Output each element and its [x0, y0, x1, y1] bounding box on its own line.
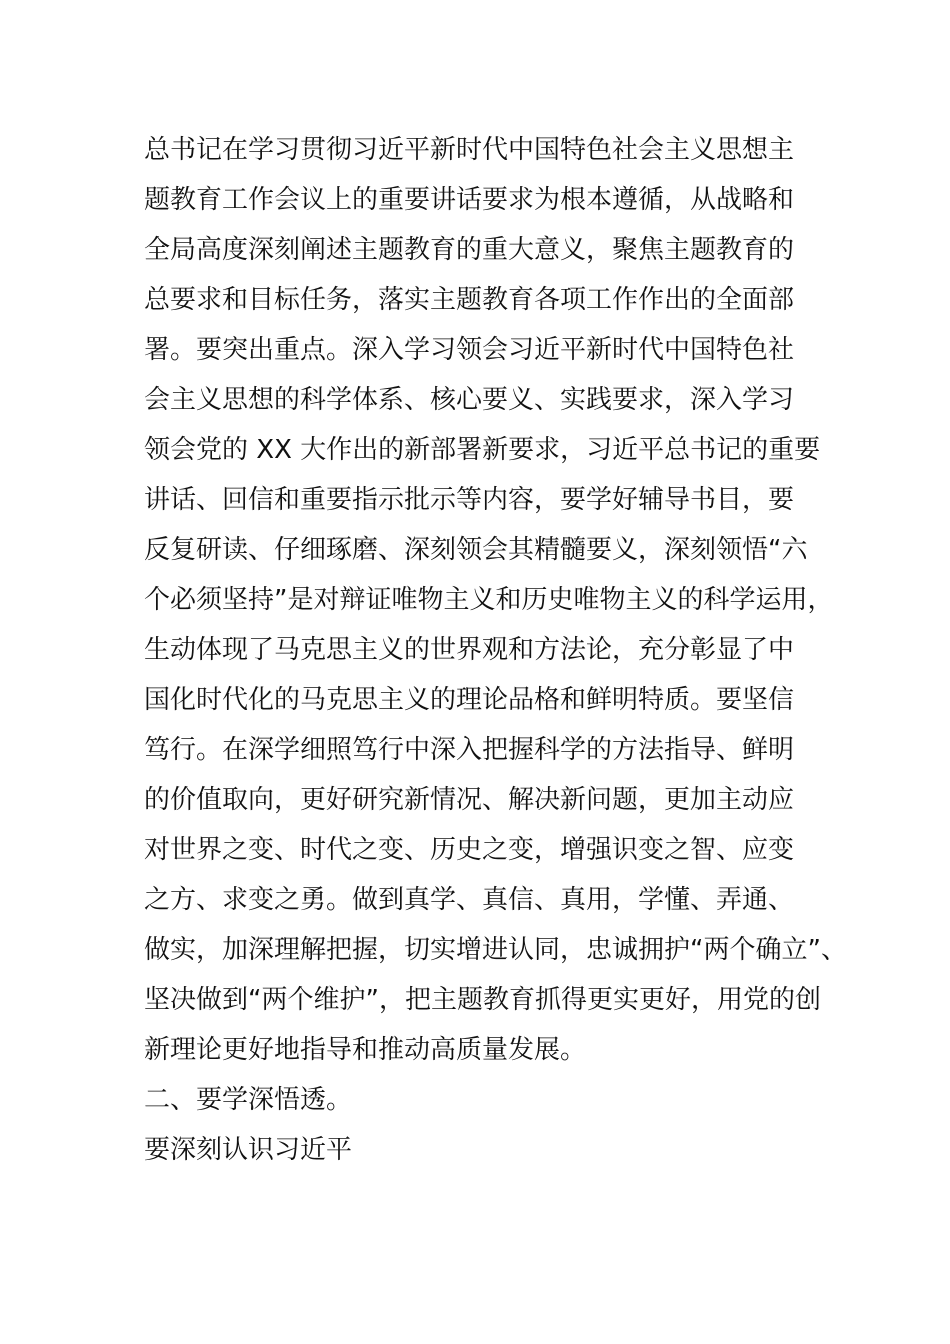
text-line: 国化时代化的马克思主义的理论品格和鲜明特质。要坚信 [144, 685, 795, 715]
text-line: 总书记在学习贯彻习近平新时代中国特色社会主义思想主 [144, 135, 795, 165]
text-line: 笃行。在深学细照笃行中深入把握科学的方法指导、鲜明 [144, 735, 795, 765]
text-line: 生动体现了马克思主义的世界观和方法论，充分彰显了中 [144, 635, 795, 665]
document-body [144, 125, 847, 1175]
text-line: 新理论更好地指导和推动高质量发展。 [144, 1035, 587, 1065]
text-line: 反复研读、仔细琢磨、深刻领会其精髓要义，深刻领悟“六 [144, 535, 808, 565]
section-heading: 二、要学深悟透。 [144, 1085, 353, 1115]
text-line: 坚决做到“两个维护”，把主题教育抓得更实更好，用党的创 [144, 985, 821, 1015]
text-line: 全局高度深刻阐述主题教育的重大意义，聚焦主题教育的 [144, 235, 795, 265]
text-line: 对世界之变、时代之变、历史之变，增强识变之智、应变 [144, 835, 795, 865]
text-line: 题教育工作会议上的重要讲话要求为根本遵循，从战略和 [144, 185, 795, 215]
text-line: 之方、求变之勇。做到真学、真信、真用，学懂、弄通、 [144, 885, 795, 915]
text-line: 做实，加深理解把握，切实增进认同，忠诚拥护“两个确立”、 [144, 935, 847, 965]
text-line: 要深刻认识习近平 [144, 1135, 353, 1165]
text-line: 会主义思想的科学体系、核心要义、实践要求，深入学习 [144, 385, 795, 415]
text-line: 总要求和目标任务，落实主题教育各项工作作出的全面部 [144, 285, 795, 315]
text-line: 署。要突出重点。深入学习领会习近平新时代中国特色社 [144, 335, 795, 365]
text-line: 讲话、回信和重要指示批示等内容，要学好辅导书目，要 [144, 485, 795, 515]
text-line: 领会党的 XX 大作出的新部署新要求，习近平总书记的重要 [144, 435, 821, 465]
text-line: 个必须坚持”是对辩证唯物主义和历史唯物主义的科学运用， [144, 585, 834, 615]
text-line: 的价值取向，更好研究新情况、解决新问题，更加主动应 [144, 785, 795, 815]
